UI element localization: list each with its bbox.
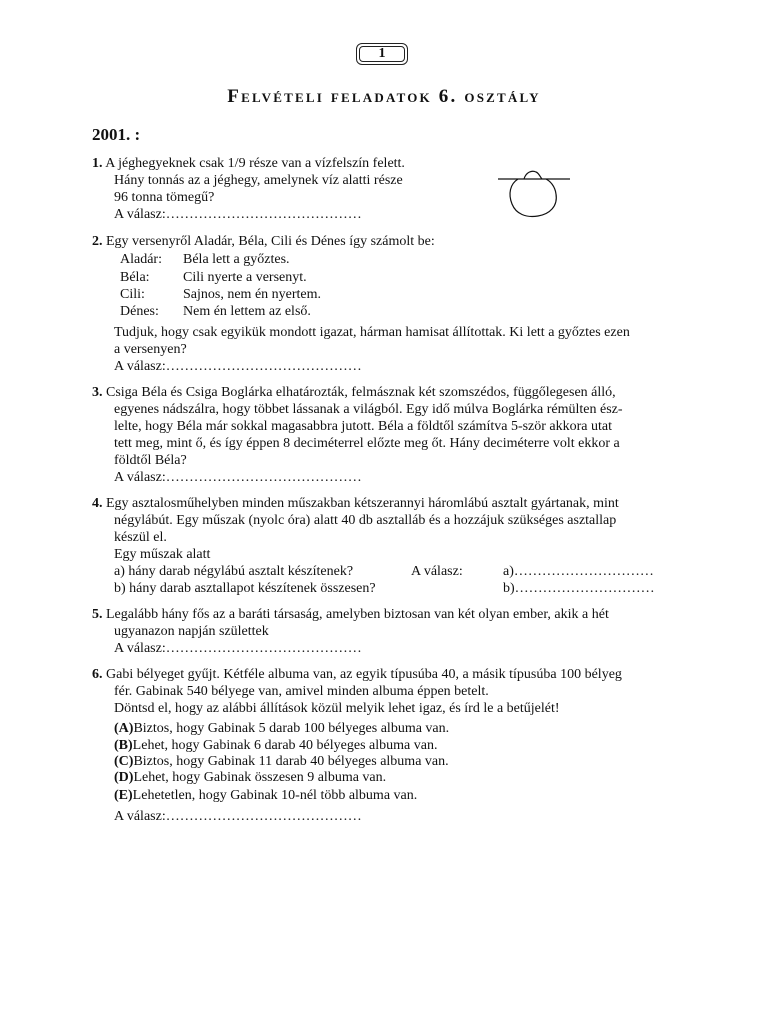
page-number: 1 [359, 46, 405, 62]
problem-3-line-3: lelte, hogy Béla már sokkal magasabbra jutott. Béla a földtől számítva 5-ször akkora utat [114, 419, 613, 434]
problem-6-line-1: 6. Gabi bélyeget gyűjt. Kétféle albuma van, az egyik típusúba 40, a másik típusúba 100 bélyeg [92, 667, 622, 682]
option-e: (E)Lehetetlen, hogy Gabinak 10-nél több albuma van. [114, 788, 418, 803]
problem-4-line-3: készül el. [114, 530, 167, 545]
iceberg-icon [496, 166, 572, 222]
problem-4-answer-a: a)………………………… [503, 564, 654, 579]
problem-4-line-2: négylábút. Egy műszak (nyolc óra) alatt 40 db asztalláb és a hozzájuk szükséges asztallap [114, 513, 617, 528]
problem-1-line-3: 96 tonna tömegű? [114, 190, 215, 205]
problem-1-answer: A válasz:…………………………………… [114, 207, 362, 222]
statement-name: Aladár: [120, 252, 162, 267]
statement-name: Béla: [120, 270, 150, 285]
problem-5-answer: A válasz:…………………………………… [114, 641, 362, 656]
problem-3-line-2: egyenes nádszálra, hogy többet lássanak a világból. Egy idő múlva Boglárka rémülten ész- [114, 402, 623, 417]
problem-4-answer-word: A válasz: [411, 564, 463, 579]
problem-3-answer: A válasz:…………………………………… [114, 470, 362, 485]
problem-6-answer: A válasz:…………………………………… [114, 809, 362, 824]
page-number-box [356, 43, 408, 65]
problem-2-answer: A válasz:…………………………………… [114, 359, 362, 374]
problem-2-line-1: 2. Egy versenyről Aladár, Béla, Cili és Dénes így számolt be: [92, 234, 435, 249]
problem-2-line-3: a versenyen? [114, 342, 187, 357]
problem-6-line-3: Döntsd el, hogy az alábbi állítások közül melyik lehet igaz, és írd le a betűjelét! [114, 701, 560, 716]
statement-name: Cili: [120, 287, 145, 302]
statement-text: Cili nyerte a versenyt. [183, 270, 307, 285]
problem-4-answer-b: b)………………………… [503, 581, 655, 596]
statement-name: Dénes: [120, 304, 159, 319]
problem-6-line-2: fér. Gabinak 540 bélyege van, amivel minden albuma éppen betelt. [114, 684, 489, 699]
statement-text: Sajnos, nem én nyertem. [183, 287, 322, 302]
problem-3-line-5: földtől Béla? [114, 453, 187, 468]
statement-text: Nem én lettem az első. [183, 304, 311, 319]
problem-4-line-1: 4. Egy asztalosműhelyben minden műszakban kétszerannyi háromlábú asztalt gyártanak, mint [92, 496, 619, 511]
problem-4-line-4: Egy műszak alatt [114, 547, 211, 562]
problem-3-line-4: tett meg, mint ő, és így éppen 8 deciméterrel előzte meg őt. Hány deciméterre volt ekkor a [114, 436, 620, 451]
problem-3-line-1: 3. Csiga Béla és Csiga Boglárka elhatározták, felmásznak két szomszédos, függőlegesen álló, [92, 385, 616, 400]
problem-2-line-2: Tudjuk, hogy csak egyikük mondott igazat, hárman hamisat állítottak. Ki lett a győztes ezen [114, 325, 630, 340]
problem-5-line-1: 5. Legalább hány fős az a baráti társaság, amelyben biztosan van két olyan ember, akik a hét [92, 607, 609, 622]
problem-4-question-a: a) hány darab négylábú asztalt készítenek? [114, 564, 354, 579]
option-c: (C)Biztos, hogy Gabinak 11 darab 40 bélyeges albuma van. [114, 754, 449, 769]
option-b: (B)Lehet, hogy Gabinak 6 darab 40 bélyeges albuma van. [114, 738, 438, 753]
problem-5-line-2: ugyanazon napján születtek [114, 624, 269, 639]
problem-1-line-1: 1. A jéghegyeknek csak 1/9 része van a vízfelszín felett. [92, 156, 405, 171]
problem-4-question-b: b) hány darab asztallapot készítenek összesen? [114, 581, 376, 596]
page-title: Felvételi feladatok 6. osztály [227, 86, 541, 107]
year-heading: 2001. : [92, 125, 141, 144]
option-a: (A)Biztos, hogy Gabinak 5 darab 100 bélyeges albuma van. [114, 721, 450, 736]
problem-1-line-2: Hány tonnás az a jéghegy, amelynek víz alatti része [114, 173, 403, 188]
statement-text: Béla lett a győztes. [183, 252, 290, 267]
option-d: (D)Lehet, hogy Gabinak összesen 9 albuma van. [114, 770, 387, 785]
